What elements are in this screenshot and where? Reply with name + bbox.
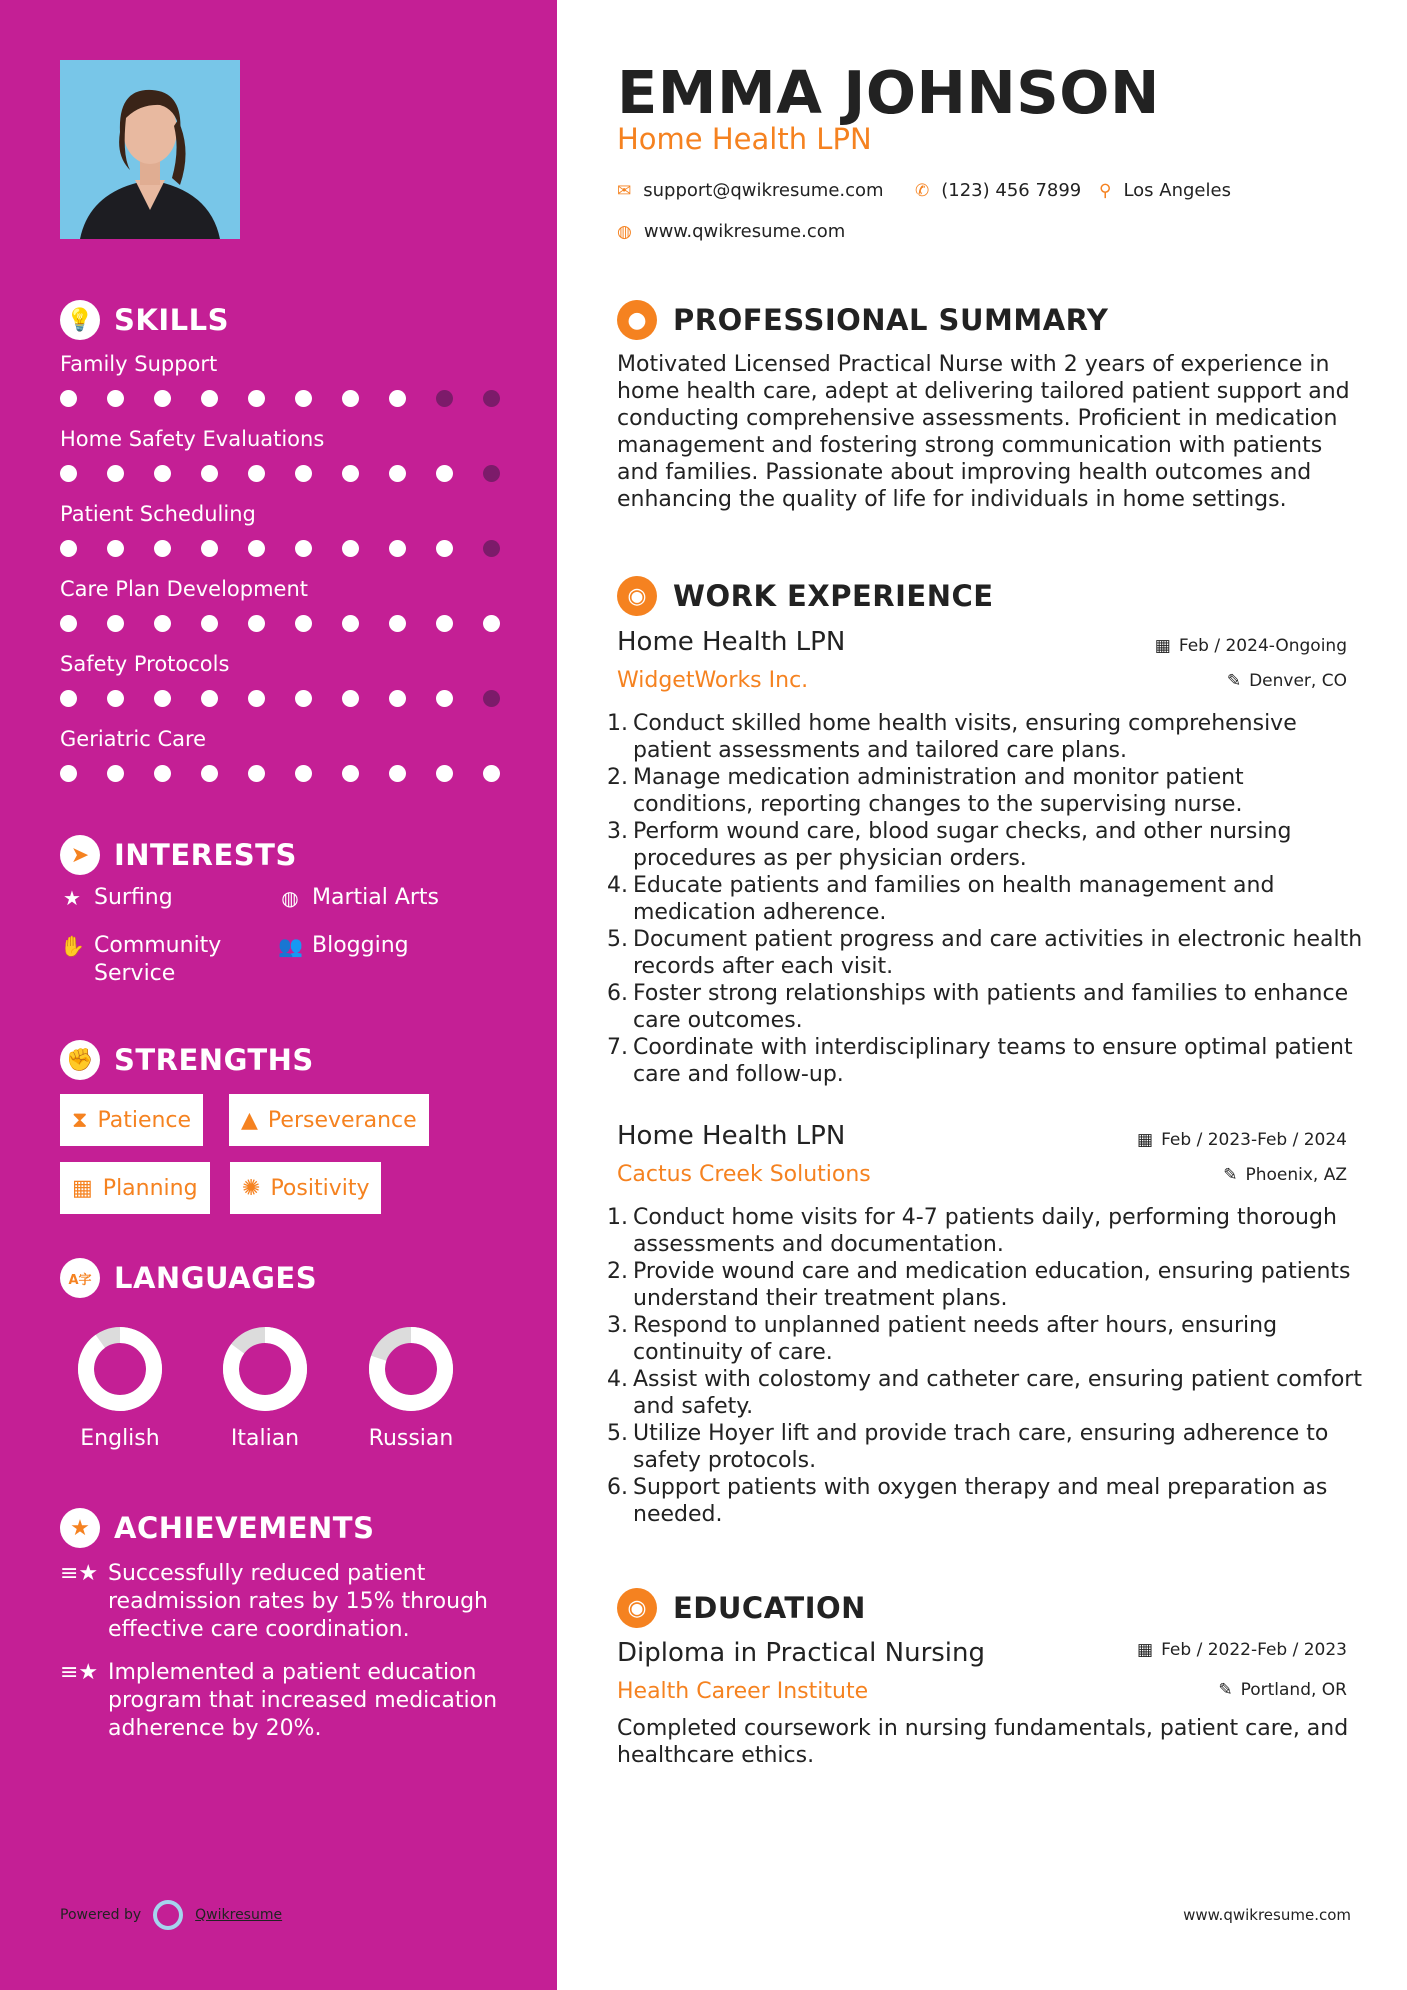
rating-dot — [295, 465, 312, 482]
rating-dot — [107, 540, 124, 557]
rating-dot — [248, 540, 265, 557]
job-bullet: 5. Document patient progress and care activities in electronic health records after each visit. — [607, 927, 1363, 979]
skill-rating — [60, 690, 500, 707]
rating-dot — [154, 465, 171, 482]
language-item — [192, 1326, 338, 1451]
shooting-star-icon: ≡★ — [60, 1561, 99, 1586]
interests-title: INTERESTS — [114, 838, 297, 872]
interests-header — [60, 835, 297, 875]
footer-url[interactable]: www.qwikresume.com — [1183, 1906, 1351, 1924]
skill-row — [60, 727, 500, 782]
rating-dot — [154, 615, 171, 632]
achievements-header — [60, 1508, 374, 1548]
rating-dot — [389, 540, 406, 557]
achievement-item: ≡★ Successfully reduced patient readmission rates by 15% through effective care coordination. — [60, 1561, 488, 1642]
rating-dot — [248, 465, 265, 482]
contact-location: ⚲ Los Angeles — [1099, 180, 1231, 201]
lightbulb-icon: 💡 — [60, 300, 100, 340]
rating-dot — [60, 465, 77, 482]
job-company: WidgetWorks Inc. — [617, 668, 809, 693]
language-name: Italian — [230, 1426, 300, 1451]
sidebar — [0, 0, 557, 1990]
job-bullet: 2. Manage medication administration and monitor patient conditions, reporting changes to the supervising nurse. — [607, 765, 1244, 817]
rating-dot — [389, 765, 406, 782]
pin-icon: ✎ — [1218, 1680, 1233, 1700]
candidate-role: Home Health LPN — [617, 122, 872, 156]
fist-icon: ✊ — [60, 1040, 100, 1080]
rating-dot — [436, 540, 453, 557]
rating-dot — [201, 390, 218, 407]
rating-dot — [389, 690, 406, 707]
job-title: Home Health LPN — [617, 627, 846, 657]
rating-dot — [483, 690, 500, 707]
rating-dot — [60, 615, 77, 632]
skill-name: Safety Protocols — [60, 652, 230, 676]
star-icon: ★ — [63, 886, 81, 910]
skill-rating — [60, 540, 500, 557]
strengths-title: STRENGTHS — [114, 1043, 314, 1077]
rating-dot — [107, 615, 124, 632]
job-bullet: 1. Conduct skilled home health visits, ensuring comprehensive patient assessments and tailored care plans. — [607, 711, 1297, 763]
skill-rating — [60, 765, 500, 782]
road-icon: ▲ — [241, 1107, 258, 1133]
experience-title: WORK EXPERIENCE — [673, 579, 994, 613]
job-title: Home Health LPN — [617, 1121, 846, 1151]
rating-dot — [201, 765, 218, 782]
profile-photo — [60, 60, 240, 239]
education-description: Completed coursework in nursing fundamentals, patient care, and healthcare ethics. — [617, 1716, 1349, 1768]
language-proficiency-ring — [368, 1326, 454, 1412]
rating-dot — [248, 690, 265, 707]
job-bullet: 3. Respond to unplanned patient needs after hours, ensuring continuity of care. — [607, 1313, 1278, 1365]
candidate-name: EMMA JOHNSON — [617, 58, 1160, 127]
contact-website[interactable]: ◍ www.qwikresume.com — [617, 221, 846, 242]
skill-row — [60, 502, 500, 557]
rating-dot — [342, 540, 359, 557]
pin-icon: ✎ — [1223, 1165, 1238, 1185]
map-pin-icon: ⚲ — [1099, 180, 1112, 201]
languages-title: LANGUAGES — [114, 1261, 318, 1295]
skill-row — [60, 352, 500, 407]
rating-dot — [248, 765, 265, 782]
job-location: ✎ Phoenix, AZ — [1223, 1165, 1347, 1185]
strength-chip: ✺ Positivity — [230, 1162, 381, 1214]
shooting-star-icon: ≡★ — [60, 1660, 99, 1685]
summary-title: PROFESSIONAL SUMMARY — [673, 303, 1109, 337]
briefcase-user-icon: ◉ — [617, 576, 657, 616]
job-bullet: 6. Support patients with oxygen therapy and meal preparation as needed. — [607, 1475, 1328, 1527]
qwikresume-logo-icon — [153, 1900, 183, 1930]
skill-name: Family Support — [60, 352, 218, 376]
rating-dot — [436, 690, 453, 707]
language-icon: A字 — [60, 1258, 100, 1298]
rating-dot — [389, 465, 406, 482]
rating-dot — [483, 615, 500, 632]
job-bullet: 5. Utilize Hoyer lift and provide trach care, ensuring adherence to safety protocols. — [607, 1421, 1329, 1473]
skill-rating — [60, 615, 500, 632]
rating-dot — [295, 540, 312, 557]
rating-dot — [154, 390, 171, 407]
user-icon: ● — [617, 300, 657, 340]
language-item — [47, 1326, 193, 1451]
rating-dot — [483, 465, 500, 482]
calendar-icon: ▦ — [1137, 1640, 1154, 1660]
rating-dot — [107, 465, 124, 482]
language-item — [338, 1326, 484, 1451]
skill-name: Geriatric Care — [60, 727, 207, 751]
skill-rating — [60, 390, 500, 407]
ring-fill — [86, 1335, 154, 1403]
rating-dot — [248, 390, 265, 407]
rating-dot — [295, 765, 312, 782]
skills-title: SKILLS — [114, 303, 229, 337]
job-bullet: 2. Provide wound care and medication education, ensuring patients understand their treatment plans. — [607, 1259, 1351, 1311]
contact-phone[interactable]: ✆ (123) 456 7899 — [915, 180, 1082, 201]
interest-item: 👥 Blogging — [278, 933, 409, 958]
job-bullet: 3. Perform wound care, blood sugar checks, and other nursing procedures as per physician orders. — [607, 819, 1292, 871]
skill-name: Care Plan Development — [60, 577, 309, 601]
summary-header — [617, 300, 1108, 340]
rating-dot — [389, 615, 406, 632]
education-dates: ▦ Feb / 2022-Feb / 2023 — [1137, 1640, 1347, 1660]
rating-dot — [60, 690, 77, 707]
job-bullet: 6. Foster strong relationships with patients and families to enhance care outcomes. — [607, 981, 1349, 1033]
rating-dot — [154, 765, 171, 782]
skill-row — [60, 427, 500, 482]
contact-email[interactable]: ✉ support@qwikresume.com — [617, 180, 884, 201]
job-company: Cactus Creek Solutions — [617, 1162, 871, 1187]
skill-row — [60, 577, 500, 632]
rating-dot — [295, 615, 312, 632]
rating-dot — [201, 465, 218, 482]
degree-title: Diploma in Practical Nursing — [617, 1638, 986, 1668]
interest-item: ✋ Community Service — [60, 933, 222, 986]
job-dates: ▦ Feb / 2023-Feb / 2024 — [1137, 1130, 1347, 1150]
rating-dot — [60, 540, 77, 557]
education-location: ✎ Portland, OR — [1218, 1680, 1347, 1700]
rating-dot — [154, 540, 171, 557]
phone-icon: ✆ — [915, 180, 930, 201]
achievements-title: ACHIEVEMENTS — [114, 1511, 375, 1545]
job-bullets — [607, 1204, 1367, 1528]
strength-chip: ▲ Perseverance — [229, 1094, 429, 1146]
sun-icon: ✺ — [242, 1175, 261, 1201]
users-icon: 👥 — [278, 934, 303, 958]
rating-dot — [342, 765, 359, 782]
rating-dot — [483, 390, 500, 407]
rating-dot — [342, 690, 359, 707]
language-name: English — [80, 1426, 160, 1451]
job-bullet: 7. Coordinate with interdisciplinary teams to ensure optimal patient care and follow-up. — [607, 1035, 1353, 1087]
rating-dot — [295, 690, 312, 707]
rating-dot — [201, 540, 218, 557]
strengths-header — [60, 1040, 314, 1080]
rating-dot — [436, 615, 453, 632]
achievement-item: ≡★ Implemented a patient education program that increased medication adherence by 20%. — [60, 1660, 498, 1741]
language-proficiency-ring — [77, 1326, 163, 1412]
graduate-icon: ◉ — [617, 1588, 657, 1628]
paper-plane-icon: ➤ — [60, 835, 100, 875]
globe-icon: ◍ — [281, 886, 299, 910]
rating-dot — [436, 765, 453, 782]
powered-by: Powered by Qwikresume — [60, 1900, 282, 1930]
strength-chip: ▦ Planning — [60, 1162, 210, 1214]
hourglass-icon: ⧗ — [72, 1107, 88, 1133]
rating-dot — [342, 465, 359, 482]
skill-row — [60, 652, 500, 707]
calendar-icon: ▦ — [1137, 1130, 1154, 1150]
skills-header — [60, 300, 229, 340]
rating-dot — [342, 390, 359, 407]
interest-item: ◍ Martial Arts — [278, 884, 439, 912]
envelope-icon: ✉ — [617, 180, 632, 201]
hand-icon: ✋ — [60, 934, 85, 958]
education-title: EDUCATION — [673, 1591, 866, 1625]
calendar-icon: ▦ — [1154, 636, 1171, 656]
rating-dot — [201, 615, 218, 632]
qwikresume-link[interactable]: Qwikresume — [195, 1907, 283, 1923]
skill-rating — [60, 465, 500, 482]
job-bullet: 1. Conduct home visits for 4-7 patients daily, performing thorough assessments and documentation. — [607, 1205, 1337, 1257]
school-name: Health Career Institute — [617, 1679, 869, 1704]
language-name: Russian — [368, 1426, 454, 1451]
strength-chip: ⧗ Patience — [60, 1094, 203, 1146]
rating-dot — [483, 540, 500, 557]
calendar-icon: ▦ — [72, 1175, 93, 1201]
skill-name: Patient Scheduling — [60, 502, 256, 526]
languages-header — [60, 1258, 317, 1298]
rating-dot — [295, 390, 312, 407]
job-location: ✎ Denver, CO — [1226, 671, 1347, 691]
trophy-star-icon: ★ — [60, 1508, 100, 1548]
rating-dot — [60, 390, 77, 407]
rating-dot — [483, 765, 500, 782]
skill-name: Home Safety Evaluations — [60, 427, 325, 451]
rating-dot — [154, 690, 171, 707]
summary-text: Motivated Licensed Practical Nurse with 2 years of experience in home health care, adept at delivering tailored patient support and conducting comprehensive assessments. Proficient in medication management and fostering strong communication with patients and families. Passionate about improving health outcomes and enhancing the quality of life for individuals in home settings. — [617, 352, 1350, 512]
job-bullet: 4. Assist with colostomy and catheter care, ensuring patient comfort and safety. — [607, 1367, 1362, 1419]
language-proficiency-ring — [222, 1326, 308, 1412]
rating-dot — [107, 765, 124, 782]
rating-dot — [248, 615, 265, 632]
experience-header — [617, 576, 994, 616]
education-header — [617, 1588, 866, 1628]
job-bullets — [607, 710, 1367, 1088]
rating-dot — [342, 615, 359, 632]
rating-dot — [107, 690, 124, 707]
job-bullet: 4. Educate patients and families on health management and medication adherence. — [607, 873, 1275, 925]
rating-dot — [436, 465, 453, 482]
main-content — [557, 0, 1407, 1990]
rating-dot — [201, 690, 218, 707]
globe-icon: ◍ — [617, 221, 632, 242]
rating-dot — [389, 390, 406, 407]
job-dates: ▦ Feb / 2024-Ongoing — [1154, 636, 1347, 656]
rating-dot — [436, 390, 453, 407]
interest-item: ★ Surfing — [60, 884, 173, 912]
rating-dot — [107, 390, 124, 407]
pin-icon: ✎ — [1226, 671, 1242, 691]
rating-dot — [60, 765, 77, 782]
